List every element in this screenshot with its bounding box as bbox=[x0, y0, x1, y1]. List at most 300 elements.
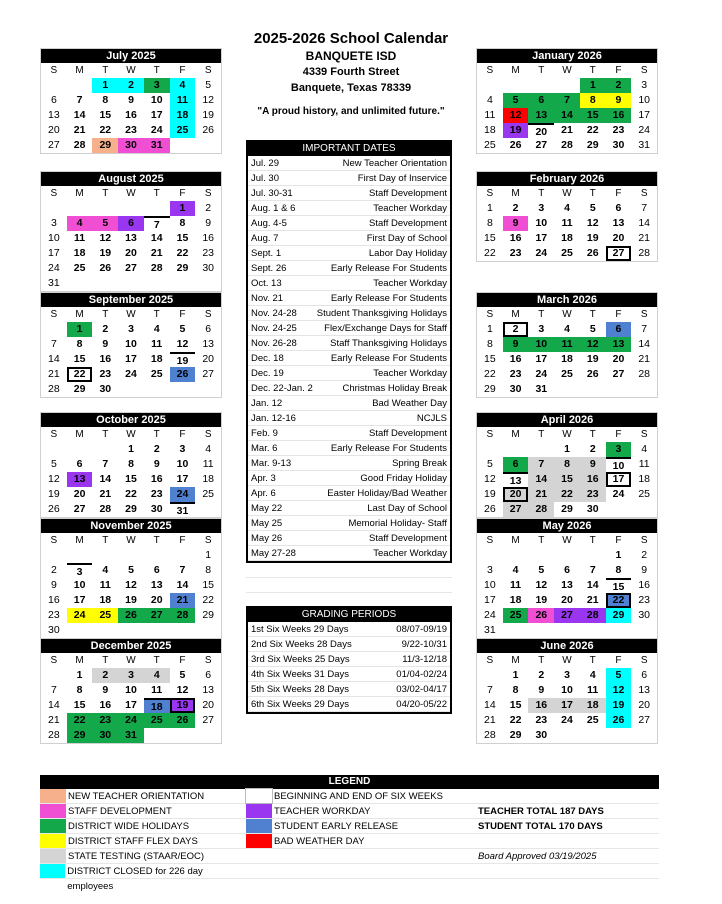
day-header: W bbox=[126, 188, 136, 199]
day-cell: 26 bbox=[170, 367, 196, 382]
day-cell: 11 bbox=[554, 337, 580, 352]
day-cell: 28 bbox=[561, 139, 573, 151]
day-cell: 8 bbox=[615, 564, 622, 576]
legend-swatch bbox=[246, 834, 272, 848]
event-date: Dec. 19 bbox=[251, 368, 284, 379]
event-name: Teacher Workday bbox=[373, 203, 447, 214]
day-header: M bbox=[75, 535, 84, 546]
day-cell: 28 bbox=[150, 262, 163, 274]
important-date-row bbox=[248, 456, 450, 471]
event-date: Dec. 18 bbox=[251, 353, 284, 364]
day-cell: 11 bbox=[202, 458, 214, 470]
day-cell: 7 bbox=[486, 684, 493, 696]
day-cell bbox=[144, 623, 170, 638]
day-cell: 16 bbox=[48, 594, 60, 606]
calendar-header bbox=[246, 30, 456, 117]
day-cell: 25 bbox=[561, 368, 573, 380]
day-cell: 16 bbox=[125, 109, 137, 121]
day-cell: 18 bbox=[73, 247, 86, 259]
important-dates-title: IMPORTANT DATES bbox=[248, 142, 450, 156]
day-cell: 20 bbox=[612, 353, 625, 365]
day-cell: 15 bbox=[509, 699, 522, 711]
event-date: Oct. 13 bbox=[251, 278, 282, 289]
day-cell: 8 bbox=[102, 94, 109, 106]
day-cell: 24 bbox=[638, 124, 651, 136]
grading-period-info bbox=[251, 622, 349, 636]
important-date-row bbox=[248, 216, 450, 231]
day-cell: 23 bbox=[638, 594, 651, 606]
day-cell: 21 bbox=[586, 594, 599, 606]
day-cell: 5 bbox=[503, 93, 529, 108]
day-cell: 9 bbox=[153, 458, 160, 470]
event-date: Sept. 26 bbox=[251, 263, 287, 274]
legend-swatch bbox=[40, 849, 66, 863]
day-cell: 22 bbox=[67, 367, 93, 382]
day-cell: 3 bbox=[641, 79, 648, 91]
day-cell: 14 bbox=[73, 109, 86, 121]
day-header: M bbox=[75, 655, 84, 666]
day-cell: 19 bbox=[99, 247, 112, 259]
important-date-row bbox=[248, 441, 450, 456]
day-cell: 28 bbox=[638, 368, 651, 380]
day-cell bbox=[554, 78, 580, 93]
day-cell bbox=[477, 78, 503, 93]
day-cell bbox=[554, 623, 580, 638]
important-date-row bbox=[248, 471, 450, 486]
day-cell: 18 bbox=[484, 124, 496, 136]
week-row bbox=[477, 472, 657, 487]
day-cell: 21 bbox=[73, 124, 86, 136]
event-date: Jan. 12-16 bbox=[251, 413, 296, 424]
event-name: Bad Weather Day bbox=[372, 398, 447, 409]
day-cell: 3 bbox=[179, 443, 186, 455]
important-date-row bbox=[248, 276, 450, 291]
event-date: Nov. 24-28 bbox=[251, 308, 297, 319]
day-cell: 7 bbox=[554, 93, 580, 108]
day-cell: 19 bbox=[586, 232, 599, 244]
day-header: T bbox=[589, 535, 596, 546]
day-cell: 6 bbox=[606, 322, 632, 337]
day-header: S bbox=[50, 535, 58, 546]
day-cell bbox=[606, 382, 632, 397]
day-header: S bbox=[486, 188, 494, 199]
period-days: 28 Days bbox=[314, 639, 352, 650]
day-header: T bbox=[589, 429, 596, 440]
day-cell: 25 bbox=[586, 714, 599, 726]
day-cell: 5 bbox=[538, 564, 545, 576]
day-header: S bbox=[486, 429, 494, 440]
day-header-row bbox=[477, 63, 657, 78]
day-header: S bbox=[640, 655, 648, 666]
day-cell: 17 bbox=[125, 353, 137, 365]
day-header: T bbox=[102, 655, 109, 666]
day-cell: 15 bbox=[99, 109, 112, 121]
day-cell: 6 bbox=[118, 216, 144, 231]
day-cell bbox=[195, 502, 221, 517]
day-cell: 10 bbox=[606, 457, 632, 472]
legend-item bbox=[246, 819, 450, 833]
day-header: S bbox=[204, 655, 212, 666]
day-cell: 17 bbox=[73, 594, 86, 606]
week-row bbox=[477, 608, 657, 623]
day-cell: 14 bbox=[48, 353, 60, 365]
day-cell: 8 bbox=[179, 217, 186, 229]
day-cell bbox=[144, 382, 170, 397]
day-cell: 12 bbox=[176, 684, 189, 696]
day-cell: 27 bbox=[503, 502, 529, 517]
day-cell: 19 bbox=[48, 488, 60, 500]
important-date-row bbox=[248, 426, 450, 441]
day-cell: 22 bbox=[586, 124, 599, 136]
day-cell: 14 bbox=[586, 579, 599, 591]
day-cell: 29 bbox=[484, 383, 496, 395]
day-cell bbox=[118, 382, 144, 397]
day-cell: 19 bbox=[503, 123, 529, 138]
day-cell: 30 bbox=[509, 383, 522, 395]
day-cell: 24 bbox=[125, 368, 137, 380]
day-cell: 4 bbox=[486, 94, 493, 106]
day-header: T bbox=[538, 65, 545, 76]
day-cell: 29 bbox=[67, 728, 93, 743]
day-cell bbox=[118, 623, 144, 638]
legend-item bbox=[246, 789, 450, 803]
legend-swatch bbox=[246, 789, 272, 803]
important-date-row bbox=[248, 351, 450, 366]
day-header-row bbox=[41, 63, 221, 78]
event-name: Easter Holiday/Bad Weather bbox=[327, 488, 447, 499]
day-cell: 10 bbox=[176, 458, 189, 470]
legend-item bbox=[246, 864, 450, 878]
day-cell: 27 bbox=[48, 139, 60, 151]
legend-note: TEACHER TOTAL 187 DAYS bbox=[478, 806, 604, 817]
day-cell: 10 bbox=[528, 337, 554, 352]
district-name: BANQUETE ISD bbox=[305, 49, 397, 63]
day-header-row bbox=[41, 533, 221, 548]
day-cell bbox=[195, 623, 221, 638]
day-cell: 28 bbox=[48, 729, 60, 741]
event-date: Aug. 1 & 6 bbox=[251, 203, 296, 214]
day-cell: 13 bbox=[612, 217, 625, 229]
day-cell: 26 bbox=[118, 608, 144, 623]
day-cell: 9 bbox=[50, 579, 57, 591]
day-cell: 31 bbox=[144, 138, 170, 153]
event-name: Staff Development bbox=[369, 533, 447, 544]
week-row bbox=[41, 93, 221, 108]
legend-swatch bbox=[40, 804, 66, 818]
day-cell: 14 bbox=[150, 232, 163, 244]
day-cell: 20 bbox=[48, 124, 60, 136]
day-cell: 30 bbox=[118, 138, 144, 153]
important-date-row bbox=[248, 516, 450, 531]
week-row bbox=[477, 698, 657, 713]
day-cell: 25 bbox=[503, 608, 529, 623]
legend-item bbox=[40, 804, 246, 818]
week-row bbox=[477, 352, 657, 367]
day-cell: 29 bbox=[176, 262, 189, 274]
week-row bbox=[477, 457, 657, 472]
day-header: T bbox=[538, 188, 545, 199]
day-cell bbox=[528, 623, 554, 638]
period-range: 03/02-04/17 bbox=[396, 684, 447, 695]
day-cell: 22 bbox=[484, 247, 496, 259]
event-date: Mar. 6 bbox=[251, 443, 278, 454]
day-cell: 11 bbox=[74, 232, 86, 244]
legend-item bbox=[246, 849, 450, 863]
day-cell: 4 bbox=[170, 78, 196, 93]
day-cell: 21 bbox=[48, 368, 60, 380]
day-cell: 29 bbox=[561, 503, 573, 515]
day-cell: 11 bbox=[99, 579, 111, 591]
day-header: F bbox=[179, 65, 186, 76]
day-cell: 3 bbox=[118, 668, 144, 683]
period-name: 3rd Six Weeks bbox=[251, 654, 313, 665]
legend-swatch bbox=[246, 819, 272, 833]
period-range: 08/07-09/19 bbox=[396, 624, 447, 635]
week-row bbox=[41, 683, 221, 698]
important-date-row bbox=[248, 201, 450, 216]
day-cell bbox=[144, 276, 170, 291]
week-row bbox=[41, 728, 221, 743]
legend-row bbox=[40, 804, 659, 819]
day-cell bbox=[41, 442, 67, 457]
day-cell: 3 bbox=[564, 669, 570, 681]
period-name: 2nd Six Weeks bbox=[251, 639, 315, 650]
legend-swatch bbox=[40, 834, 66, 848]
important-date-row bbox=[248, 336, 450, 351]
day-header: S bbox=[50, 429, 58, 440]
day-cell: 25 bbox=[73, 262, 86, 274]
day-cell: 28 bbox=[638, 247, 651, 259]
month-title: October 2025 bbox=[41, 413, 221, 427]
day-cell: 9 bbox=[205, 217, 212, 229]
event-name: Staff Development bbox=[369, 188, 447, 199]
legend-row bbox=[40, 834, 659, 849]
day-header-row bbox=[477, 186, 657, 201]
day-cell: 14 bbox=[638, 338, 651, 350]
day-cell: 13 bbox=[125, 232, 137, 244]
day-cell: 19 bbox=[125, 594, 137, 606]
day-cell bbox=[195, 382, 221, 397]
day-header: S bbox=[204, 535, 212, 546]
period-days: 28 Days bbox=[311, 684, 350, 695]
day-cell: 5 bbox=[589, 202, 596, 214]
day-cell bbox=[41, 78, 67, 93]
month-calendar bbox=[476, 638, 658, 744]
day-header-row bbox=[477, 427, 657, 442]
day-header: W bbox=[562, 535, 572, 546]
day-header: F bbox=[179, 429, 186, 440]
month-title: August 2025 bbox=[41, 172, 221, 186]
day-cell: 7 bbox=[589, 564, 596, 576]
legend bbox=[40, 775, 659, 892]
day-cell: 13 bbox=[561, 579, 573, 591]
day-header: T bbox=[538, 309, 545, 320]
day-cell bbox=[118, 276, 144, 291]
day-cell: 14 bbox=[176, 579, 189, 591]
day-cell: 16 bbox=[509, 353, 522, 365]
day-cell: 5 bbox=[606, 668, 632, 683]
day-cell: 27 bbox=[554, 608, 580, 623]
day-cell: 6 bbox=[528, 93, 554, 108]
day-cell: 12 bbox=[580, 337, 606, 352]
month-calendar bbox=[40, 171, 222, 292]
day-cell: 6 bbox=[153, 564, 160, 576]
week-row bbox=[41, 442, 221, 457]
day-cell: 24 bbox=[535, 368, 548, 380]
day-cell: 21 bbox=[638, 353, 651, 365]
week-row bbox=[477, 78, 657, 93]
week-row bbox=[477, 216, 657, 231]
day-cell: 4 bbox=[67, 216, 93, 231]
day-cell: 30 bbox=[48, 624, 60, 636]
day-cell: 29 bbox=[92, 138, 118, 153]
month-title: April 2026 bbox=[477, 413, 657, 427]
day-cell: 23 bbox=[48, 609, 60, 621]
day-cell: 1 bbox=[486, 323, 493, 335]
day-cell: 17 bbox=[638, 109, 651, 121]
day-cell: 4 bbox=[144, 668, 170, 683]
event-date: Apr. 3 bbox=[251, 473, 276, 484]
day-header: S bbox=[204, 309, 212, 320]
grading-period-row bbox=[248, 622, 450, 637]
legend-note: Board Approved 03/19/2025 bbox=[478, 851, 597, 862]
day-cell: 5 bbox=[50, 458, 57, 470]
day-header: T bbox=[153, 655, 160, 666]
legend-item bbox=[40, 789, 246, 803]
day-cell: 12 bbox=[503, 108, 529, 123]
week-row bbox=[41, 78, 221, 93]
day-cell: 17 bbox=[535, 353, 548, 365]
day-header: S bbox=[50, 655, 58, 666]
day-cell bbox=[503, 78, 529, 93]
day-cell: 31 bbox=[118, 728, 144, 743]
day-header: T bbox=[589, 188, 596, 199]
day-cell: 2 bbox=[503, 322, 529, 337]
week-row bbox=[477, 108, 657, 123]
day-cell: 11 bbox=[561, 217, 573, 229]
month-title: January 2026 bbox=[477, 49, 657, 63]
day-header: F bbox=[615, 429, 622, 440]
day-cell: 26 bbox=[170, 713, 196, 728]
day-cell: 18 bbox=[509, 594, 522, 606]
day-cell bbox=[503, 548, 529, 563]
day-cell bbox=[144, 201, 170, 216]
day-cell: 20 bbox=[73, 488, 86, 500]
day-header: S bbox=[486, 655, 494, 666]
month-calendar bbox=[40, 638, 222, 744]
day-cell: 21 bbox=[484, 714, 496, 726]
event-date: Dec. 22-Jan. 2 bbox=[251, 383, 313, 394]
day-cell: 15 bbox=[580, 108, 606, 123]
day-header: F bbox=[179, 655, 186, 666]
day-cell: 5 bbox=[589, 323, 596, 335]
day-cell: 10 bbox=[73, 579, 86, 591]
day-cell: 11 bbox=[170, 93, 196, 108]
day-cell: 23 bbox=[125, 124, 137, 136]
week-row bbox=[41, 123, 221, 138]
day-cell: 19 bbox=[586, 353, 599, 365]
day-cell: 8 bbox=[128, 458, 134, 470]
day-cell bbox=[606, 728, 632, 743]
day-cell: 27 bbox=[202, 368, 215, 380]
week-row bbox=[41, 276, 221, 291]
event-date: Aug. 4-5 bbox=[251, 218, 287, 229]
day-cell bbox=[554, 382, 580, 397]
district-motto: "A proud history, and unlimited future." bbox=[257, 106, 445, 117]
day-cell: 7 bbox=[179, 564, 186, 576]
day-cell bbox=[118, 548, 144, 563]
legend-swatch bbox=[40, 864, 65, 878]
day-header: W bbox=[126, 535, 136, 546]
day-cell: 7 bbox=[528, 457, 554, 472]
week-row bbox=[477, 713, 657, 728]
day-header: S bbox=[204, 188, 212, 199]
day-header: T bbox=[538, 535, 545, 546]
day-header: M bbox=[511, 535, 520, 546]
day-cell: 9 bbox=[606, 93, 632, 108]
week-row bbox=[41, 502, 221, 517]
day-cell: 5 bbox=[486, 458, 493, 470]
event-date: Nov. 26-28 bbox=[251, 338, 297, 349]
day-header-row bbox=[477, 653, 657, 668]
day-cell: 26 bbox=[586, 368, 599, 380]
day-cell: 22 bbox=[176, 247, 189, 259]
day-header: F bbox=[615, 188, 622, 199]
day-header: T bbox=[153, 535, 160, 546]
day-cell bbox=[606, 623, 632, 638]
day-cell: 29 bbox=[125, 503, 137, 515]
day-cell: 3 bbox=[50, 217, 57, 229]
day-cell: 24 bbox=[170, 487, 196, 502]
grading-period-row bbox=[248, 652, 450, 667]
day-cell: 4 bbox=[589, 669, 596, 681]
day-cell: 12 bbox=[606, 683, 632, 698]
legend-note bbox=[450, 834, 659, 848]
day-cell: 2 bbox=[512, 202, 519, 214]
day-header: S bbox=[50, 65, 58, 76]
day-cell: 3 bbox=[128, 323, 134, 335]
day-cell: 20 bbox=[638, 699, 651, 711]
legend-item bbox=[40, 849, 246, 863]
period-name: 5th Six Weeks bbox=[251, 684, 312, 695]
day-header-row bbox=[41, 186, 221, 201]
week-row bbox=[41, 138, 221, 153]
day-cell: 15 bbox=[202, 579, 215, 591]
period-days: 29 Days bbox=[311, 624, 349, 635]
day-cell: 9 bbox=[503, 216, 529, 231]
day-cell bbox=[170, 548, 196, 563]
day-cell: 21 bbox=[528, 487, 554, 502]
day-cell: 17 bbox=[48, 247, 60, 259]
event-name: Christmas Holiday Break bbox=[342, 383, 447, 394]
month-calendar bbox=[476, 171, 658, 262]
period-days: 29 Days bbox=[311, 699, 350, 710]
day-cell: 21 bbox=[638, 232, 651, 244]
day-cell: 30 bbox=[612, 139, 625, 151]
day-header: S bbox=[50, 188, 58, 199]
day-header: T bbox=[102, 535, 109, 546]
day-cell: 2 bbox=[606, 78, 632, 93]
day-cell: 17 bbox=[606, 472, 632, 487]
day-header: M bbox=[511, 65, 520, 76]
day-cell: 22 bbox=[99, 124, 112, 136]
period-range: 01/04-02/24 bbox=[396, 669, 447, 680]
legend-label: STATE TESTING (STAAR/EOC) bbox=[68, 851, 205, 862]
week-row bbox=[41, 108, 221, 123]
day-cell: 15 bbox=[73, 353, 86, 365]
day-cell: 30 bbox=[638, 609, 651, 621]
week-row bbox=[477, 93, 657, 108]
